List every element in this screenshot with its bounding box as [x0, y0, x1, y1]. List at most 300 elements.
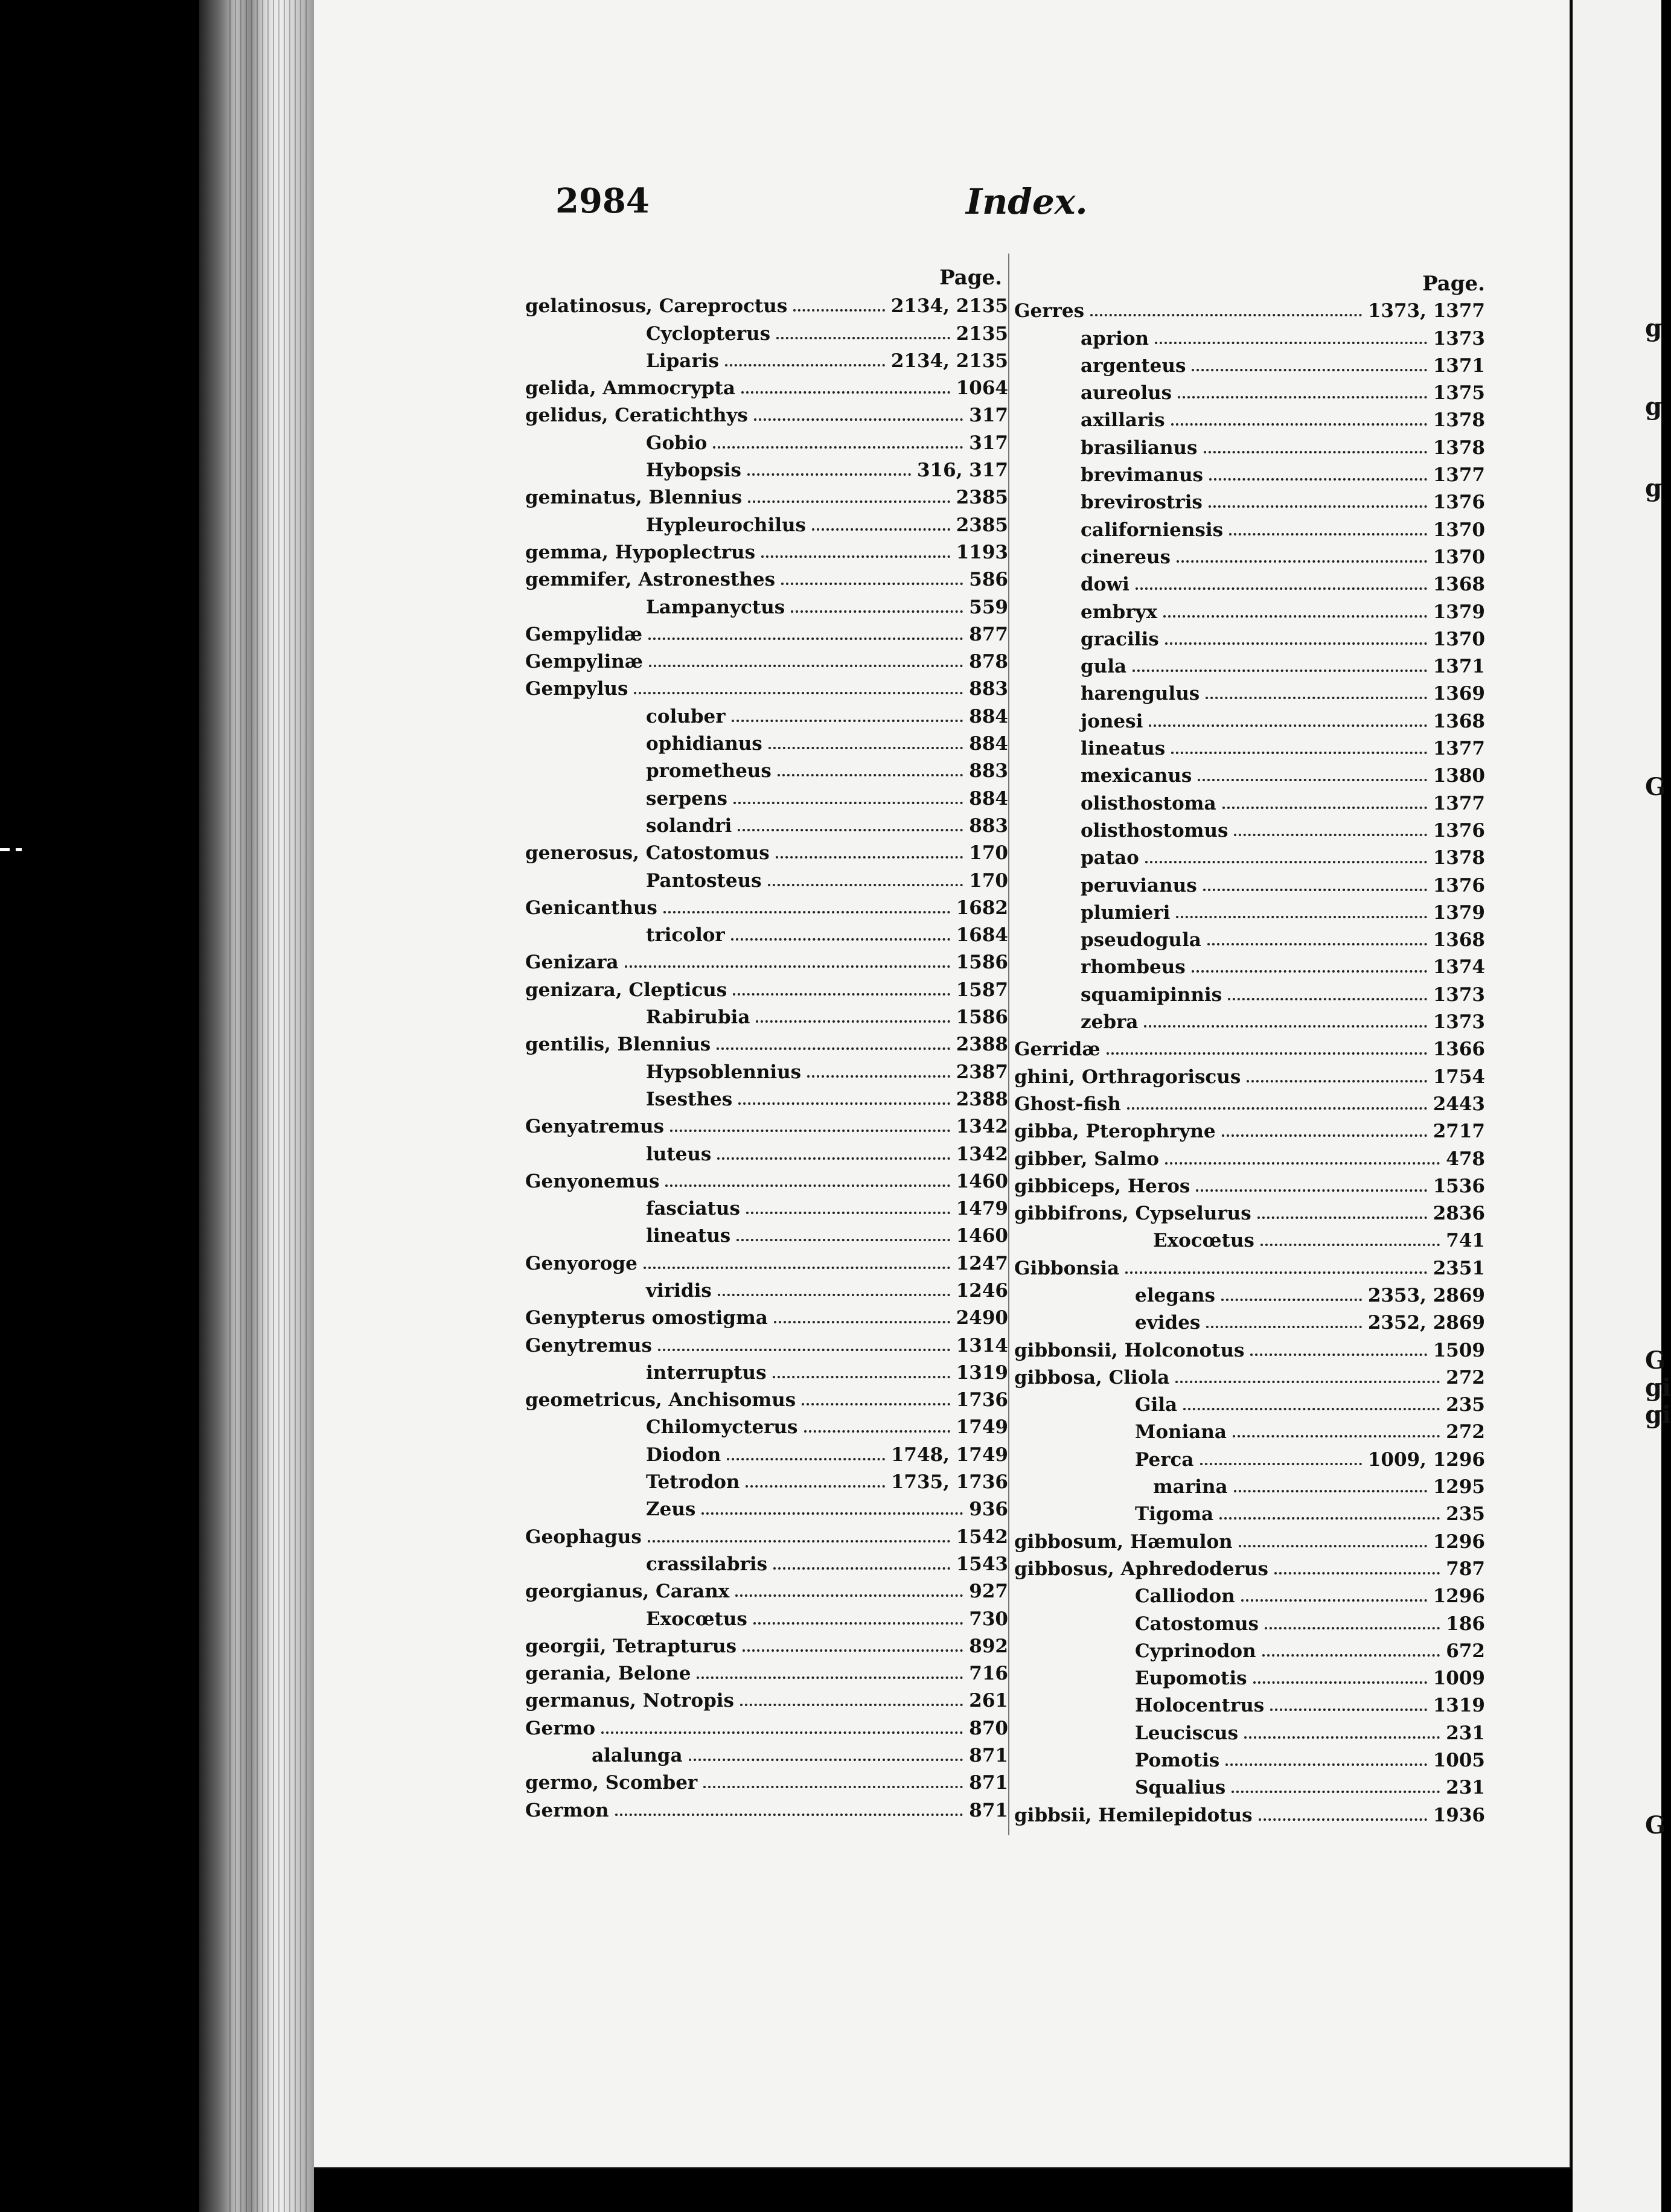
dot-leader — [738, 829, 963, 831]
dot-leader — [1247, 1080, 1427, 1082]
page-reference: 170 — [969, 869, 1008, 892]
page-reference: 1373 — [1433, 1011, 1485, 1034]
index-entry — [1014, 1032, 1485, 1059]
index-entry — [1014, 840, 1485, 868]
index-entry — [1014, 950, 1485, 977]
dot-leader — [1133, 670, 1427, 672]
index-term: Leuciscus — [1135, 1722, 1239, 1744]
dot-leader — [1244, 1736, 1440, 1739]
dot-leader — [1200, 1463, 1362, 1465]
dot-leader — [1234, 1490, 1427, 1492]
dot-leader — [776, 856, 963, 858]
index-term: gibbifrons, Cypselurus — [1014, 1203, 1251, 1225]
dot-leader — [725, 364, 885, 366]
index-term: brevimanus — [1081, 464, 1203, 487]
page-reference: 1370 — [1433, 628, 1485, 650]
dot-leader — [1171, 752, 1427, 754]
index-entry — [525, 617, 1008, 644]
index-term: Liparis — [646, 350, 719, 372]
dot-leader — [1149, 724, 1427, 727]
index-entry — [1014, 1278, 1485, 1305]
page-reference: 1509 — [1433, 1339, 1485, 1361]
page-reference: 2717 — [1433, 1120, 1485, 1143]
index-term: Cyprinodon — [1135, 1640, 1256, 1662]
index-term: squamipinnis — [1081, 983, 1222, 1006]
dot-leader — [644, 1267, 950, 1269]
page-reference: 1754 — [1433, 1066, 1485, 1088]
dot-leader — [1222, 807, 1427, 809]
page-reference: 1373, 1377 — [1367, 300, 1485, 322]
index-entry — [1014, 813, 1485, 840]
page-reference: 1314 — [956, 1334, 1008, 1357]
dot-leader — [1274, 1572, 1440, 1574]
index-entry — [525, 753, 1008, 781]
index-term: aureolus — [1081, 382, 1172, 404]
page-reference: 927 — [969, 1581, 1008, 1603]
page-reference: 2490 — [956, 1307, 1008, 1329]
index-term: gelidus, Ceratichthys — [525, 404, 748, 427]
index-entry — [1014, 676, 1485, 703]
index-entry — [1014, 1196, 1485, 1223]
page-reference: 1735, 1736 — [890, 1471, 1008, 1494]
next-page-fragment: g — [1645, 314, 1662, 342]
page-reference: 1380 — [1433, 765, 1485, 787]
dot-leader — [718, 1294, 950, 1296]
page-reference: 231 — [1446, 1722, 1485, 1744]
page-reference: 1377 — [1433, 464, 1485, 487]
dot-leader — [731, 938, 950, 941]
page-reference: 1586 — [956, 951, 1008, 974]
dot-leader — [812, 528, 950, 531]
index-entry — [525, 1437, 1008, 1464]
index-entry — [525, 453, 1008, 480]
page-reference: 1296 — [1433, 1530, 1485, 1553]
page-reference: 1193 — [956, 541, 1008, 563]
page-reference: 272 — [1446, 1421, 1485, 1443]
dot-leader — [1206, 1326, 1361, 1328]
index-entry — [525, 1629, 1008, 1656]
dot-leader — [753, 1622, 963, 1625]
dot-leader — [802, 1403, 950, 1405]
index-entry — [1014, 1005, 1485, 1032]
dot-leader — [727, 1458, 885, 1460]
index-entry — [525, 1218, 1008, 1245]
page-reference: 870 — [969, 1717, 1008, 1739]
page-reference: 1587 — [956, 979, 1008, 1001]
dot-leader — [747, 473, 911, 476]
index-entry — [1014, 1634, 1485, 1661]
index-entry — [1014, 1387, 1485, 1414]
page-stack-lines — [229, 0, 308, 2212]
dot-leader — [689, 1759, 963, 1761]
index-term: argenteus — [1081, 354, 1186, 377]
page-reference: 1377 — [1433, 792, 1485, 814]
index-entry — [525, 698, 1008, 726]
dot-leader — [1165, 642, 1427, 645]
index-term: Pantosteus — [646, 869, 762, 892]
page-reference: 892 — [969, 1635, 1008, 1657]
dot-leader — [1233, 1435, 1440, 1437]
dot-leader — [1206, 697, 1427, 699]
index-entry — [525, 1710, 1008, 1737]
index-entry — [525, 1465, 1008, 1492]
index-entry — [525, 562, 1008, 589]
page-reference: 1460 — [956, 1170, 1008, 1192]
index-entry — [525, 1082, 1008, 1109]
index-entry — [525, 289, 1008, 316]
page-reference: 1319 — [956, 1361, 1008, 1384]
index-entry — [1014, 1223, 1485, 1250]
index-entry — [1014, 1332, 1485, 1360]
index-term: Gila — [1135, 1394, 1178, 1416]
index-entry — [525, 1792, 1008, 1820]
index-term: Hypsoblennius — [646, 1061, 802, 1083]
dot-leader — [773, 1567, 950, 1570]
dot-leader — [754, 418, 963, 421]
page-reference: 1379 — [1433, 601, 1485, 623]
index-entry — [1014, 485, 1485, 512]
index-entry — [1014, 1797, 1485, 1824]
index-term: Ghost-fish — [1014, 1093, 1121, 1115]
index-entry — [525, 316, 1008, 343]
index-entry — [525, 1136, 1008, 1163]
index-term: viridis — [646, 1279, 712, 1302]
index-term: Gobio — [646, 432, 708, 454]
index-term: Gempylinæ — [525, 651, 644, 673]
index-entry — [1014, 348, 1485, 376]
dot-leader — [1136, 587, 1427, 590]
index-entry — [1014, 1497, 1485, 1524]
page-reference: 883 — [969, 814, 1008, 837]
index-term: georgianus, Caranx — [525, 1581, 730, 1603]
scan-background-bottom — [314, 2169, 1570, 2212]
dot-leader — [658, 1349, 950, 1351]
index-term: Perca — [1135, 1448, 1194, 1471]
dot-leader — [1183, 1408, 1440, 1410]
page-reference: 1319 — [1433, 1695, 1485, 1717]
index-entry — [525, 836, 1008, 863]
index-entry — [1014, 376, 1485, 403]
dot-leader — [1090, 314, 1362, 316]
index-term: patao — [1081, 847, 1139, 869]
page-reference: 1378 — [1433, 847, 1485, 869]
index-term: prometheus — [646, 760, 772, 782]
dot-leader — [746, 1212, 950, 1214]
index-term: germanus, Notropis — [525, 1690, 734, 1712]
index-term: geminatus, Blennius — [525, 487, 743, 509]
dot-leader — [1257, 1216, 1427, 1219]
index-term: dowi — [1081, 574, 1129, 596]
dot-leader — [1232, 1791, 1440, 1793]
index-term: Gempylus — [525, 678, 628, 700]
index-entry — [525, 1574, 1008, 1601]
page-reference: 730 — [969, 1608, 1008, 1630]
index-term: Germon — [525, 1799, 609, 1821]
page-reference: 672 — [1446, 1640, 1485, 1662]
page-reference: 1371 — [1433, 656, 1485, 678]
dot-leader — [1259, 1818, 1427, 1821]
index-term: olisthostomus — [1081, 819, 1228, 842]
index-entry — [525, 1328, 1008, 1355]
index-entry — [525, 1245, 1008, 1273]
index-entry — [525, 1300, 1008, 1328]
next-page-fragment: g — [1645, 392, 1662, 421]
page-reference: 2352, 2869 — [1367, 1312, 1485, 1334]
page-reference: 2385 — [956, 487, 1008, 509]
index-entry — [525, 808, 1008, 836]
index-term: Squalius — [1135, 1777, 1226, 1799]
dot-leader — [1145, 861, 1427, 863]
index-entry — [525, 726, 1008, 753]
index-term: Geophagus — [525, 1526, 642, 1548]
index-entry — [1014, 1442, 1485, 1469]
index-entry — [1014, 1606, 1485, 1633]
page-reference: 1936 — [1433, 1804, 1485, 1826]
index-entry — [525, 371, 1008, 398]
dot-leader — [804, 1430, 950, 1433]
index-entry — [525, 1109, 1008, 1136]
index-term: harengulus — [1081, 683, 1200, 705]
page-reference: 1378 — [1433, 436, 1485, 459]
page-number: 2984 — [555, 181, 650, 221]
index-term: mexicanus — [1081, 765, 1192, 787]
page-reference: 1368 — [1433, 929, 1485, 951]
index-term: ghini, Orthragoriscus — [1014, 1066, 1241, 1088]
index-entry — [525, 589, 1008, 616]
index-entry — [525, 644, 1008, 671]
index-term: Genyonemus — [525, 1170, 660, 1192]
page-reference: 1009 — [1433, 1667, 1485, 1690]
index-term: elegans — [1135, 1284, 1215, 1306]
index-term: Calliodon — [1135, 1585, 1235, 1608]
index-entry — [1014, 293, 1485, 321]
index-entry — [525, 425, 1008, 452]
dot-leader — [648, 1540, 950, 1542]
index-entry — [525, 918, 1008, 945]
dot-leader — [1192, 970, 1427, 973]
index-entry — [1014, 1552, 1485, 1579]
page-reference: 586 — [969, 569, 1008, 591]
dot-leader — [807, 1075, 950, 1078]
index-entry — [525, 344, 1008, 371]
dot-leader — [740, 1704, 963, 1706]
page-reference: 1374 — [1433, 956, 1485, 979]
dot-leader — [791, 610, 963, 613]
page-reference: 559 — [969, 596, 1008, 618]
index-term: jonesi — [1081, 710, 1143, 732]
dot-leader — [748, 500, 950, 503]
index-term: brasilianus — [1081, 436, 1198, 459]
index-entry — [525, 1191, 1008, 1218]
index-term: plumieri — [1081, 901, 1171, 924]
index-term: embryx — [1081, 601, 1158, 623]
dot-leader — [733, 993, 950, 996]
dot-leader — [615, 1814, 963, 1816]
index-entry — [525, 398, 1008, 425]
page-reference: 716 — [969, 1663, 1008, 1685]
page-reference: 1368 — [1433, 574, 1485, 596]
page-reference: 1370 — [1433, 519, 1485, 541]
dot-leader — [756, 1020, 950, 1023]
index-entry — [1014, 1524, 1485, 1551]
dot-leader — [732, 720, 963, 722]
index-term: olisthostoma — [1081, 792, 1216, 814]
dot-leader — [717, 1157, 950, 1160]
index-term: Genicanthus — [525, 897, 657, 919]
page-reference: 883 — [969, 678, 1008, 700]
index-entry — [525, 1656, 1008, 1683]
dot-leader — [1155, 342, 1427, 344]
dot-leader — [746, 1485, 884, 1488]
dot-leader — [713, 446, 963, 449]
index-entry — [525, 1054, 1008, 1081]
dot-leader — [1178, 396, 1427, 398]
page-reference: 2388 — [956, 1088, 1008, 1110]
left-page-label: Page. — [939, 266, 1002, 290]
dot-leader — [743, 1649, 963, 1652]
page-reference: 1378 — [1433, 409, 1485, 432]
index-term: Eupomotis — [1135, 1667, 1247, 1690]
dot-leader — [1265, 1627, 1440, 1629]
index-term: gibbosa, Cliola — [1014, 1366, 1170, 1389]
index-entry — [1014, 1715, 1485, 1742]
index-term: gibbiceps, Heros — [1014, 1175, 1190, 1197]
index-entry — [1014, 1169, 1485, 1196]
index-entry — [525, 535, 1008, 562]
index-entry — [1014, 1360, 1485, 1387]
dot-leader — [733, 802, 963, 804]
index-term: lineatus — [646, 1225, 731, 1247]
index-term: Hybopsis — [646, 459, 742, 482]
index-entry — [525, 1000, 1008, 1027]
index-entry — [1014, 1141, 1485, 1168]
index-term: Pomotis — [1135, 1750, 1220, 1772]
page-reference: 2351 — [1433, 1257, 1485, 1279]
dot-leader — [625, 965, 950, 968]
page-reference: 741 — [1446, 1230, 1485, 1252]
index-term: Exocœtus — [646, 1608, 747, 1630]
left-index-column — [525, 289, 1008, 1820]
index-entry — [1014, 403, 1485, 430]
page-reference: 2388 — [956, 1034, 1008, 1056]
dot-leader — [1177, 560, 1427, 563]
dot-leader — [665, 1184, 950, 1187]
index-term: gemma, Hypoplectrus — [525, 541, 756, 563]
index-term: genizara, Clepticus — [525, 979, 727, 1001]
page-reference: 787 — [1446, 1558, 1485, 1580]
index-entry — [1014, 1087, 1485, 1114]
page-reference: 1366 — [1433, 1038, 1485, 1061]
index-term: Gerridæ — [1014, 1038, 1101, 1061]
index-term: Gerres — [1014, 300, 1085, 322]
page-reference: 1543 — [956, 1553, 1008, 1575]
page-reference: 1376 — [1433, 874, 1485, 897]
index-entry — [1014, 458, 1485, 485]
index-term: Germo — [525, 1717, 596, 1739]
dot-leader — [648, 638, 963, 640]
index-term: germo, Scomber — [525, 1772, 698, 1794]
index-entry — [1014, 540, 1485, 567]
dot-leader — [1163, 615, 1427, 618]
index-entry — [525, 863, 1008, 890]
dot-leader — [1125, 1271, 1427, 1274]
index-entry — [525, 480, 1008, 507]
index-entry — [1014, 758, 1485, 785]
page-reference: 1684 — [956, 924, 1008, 947]
dot-leader — [768, 884, 963, 886]
index-term: gibba, Pterophryne — [1014, 1120, 1216, 1143]
dot-leader — [1209, 478, 1427, 481]
page-reference: 1682 — [956, 897, 1008, 919]
page-reference: 478 — [1446, 1148, 1485, 1170]
page-reference: 1247 — [956, 1252, 1008, 1274]
index-entry — [1014, 594, 1485, 621]
dot-leader — [670, 1130, 950, 1132]
index-entry — [525, 1601, 1008, 1628]
page-reference: 170 — [969, 842, 1008, 865]
page-reference: 1376 — [1433, 819, 1485, 842]
index-entry — [1014, 895, 1485, 922]
page-reference: 2353, 2869 — [1367, 1284, 1485, 1306]
index-entry — [1014, 430, 1485, 457]
page-reference: 1342 — [956, 1116, 1008, 1138]
page-reference: 231 — [1446, 1777, 1485, 1799]
index-term: cinereus — [1081, 546, 1171, 568]
index-term: gerania, Belone — [525, 1663, 691, 1685]
index-term: evides — [1135, 1312, 1201, 1334]
page-reference: 878 — [969, 651, 1008, 673]
index-term: solandri — [646, 814, 732, 837]
page-title: Index. — [966, 181, 1088, 222]
dot-leader — [773, 1376, 950, 1378]
page-reference: 1005 — [1433, 1750, 1485, 1772]
index-entry — [1014, 649, 1485, 676]
index-entry — [1014, 977, 1485, 1004]
index-term: interruptus — [646, 1361, 767, 1384]
page-reference: 2134, 2135 — [890, 350, 1008, 372]
index-term: peruvianus — [1081, 874, 1197, 897]
page-reference: 1295 — [1433, 1476, 1485, 1498]
index-term: Isesthes — [646, 1088, 733, 1110]
dot-leader — [1203, 889, 1427, 891]
index-entry — [1014, 1770, 1485, 1797]
page-reference: 261 — [969, 1690, 1008, 1712]
index-term: Genytremus — [525, 1334, 652, 1357]
index-term: aprion — [1081, 327, 1149, 350]
index-term: rhombeus — [1081, 956, 1186, 979]
dot-leader — [1198, 779, 1427, 781]
page-reference: 317 — [969, 432, 1008, 454]
index-term: axillaris — [1081, 409, 1165, 432]
index-term: georgii, Tetrapturus — [525, 1635, 737, 1657]
page-reference: 1479 — [956, 1198, 1008, 1220]
dot-leader — [634, 692, 963, 694]
index-entry — [1014, 1305, 1485, 1332]
index-term: ophidianus — [646, 733, 762, 755]
index-entry — [525, 1410, 1008, 1437]
index-term: serpens — [646, 787, 727, 810]
next-page-fragment: g — [1645, 474, 1662, 502]
dot-leader — [735, 1594, 963, 1597]
index-term: tricolor — [646, 924, 725, 947]
index-term: gibbosum, Hæmulon — [1014, 1530, 1233, 1553]
dot-leader — [1262, 1654, 1440, 1657]
next-page-fragment: gi — [1645, 1373, 1671, 1402]
index-term: luteus — [646, 1143, 712, 1165]
index-term: coluber — [646, 705, 726, 727]
index-entry — [1014, 1579, 1485, 1606]
page-reference: 1246 — [956, 1279, 1008, 1302]
